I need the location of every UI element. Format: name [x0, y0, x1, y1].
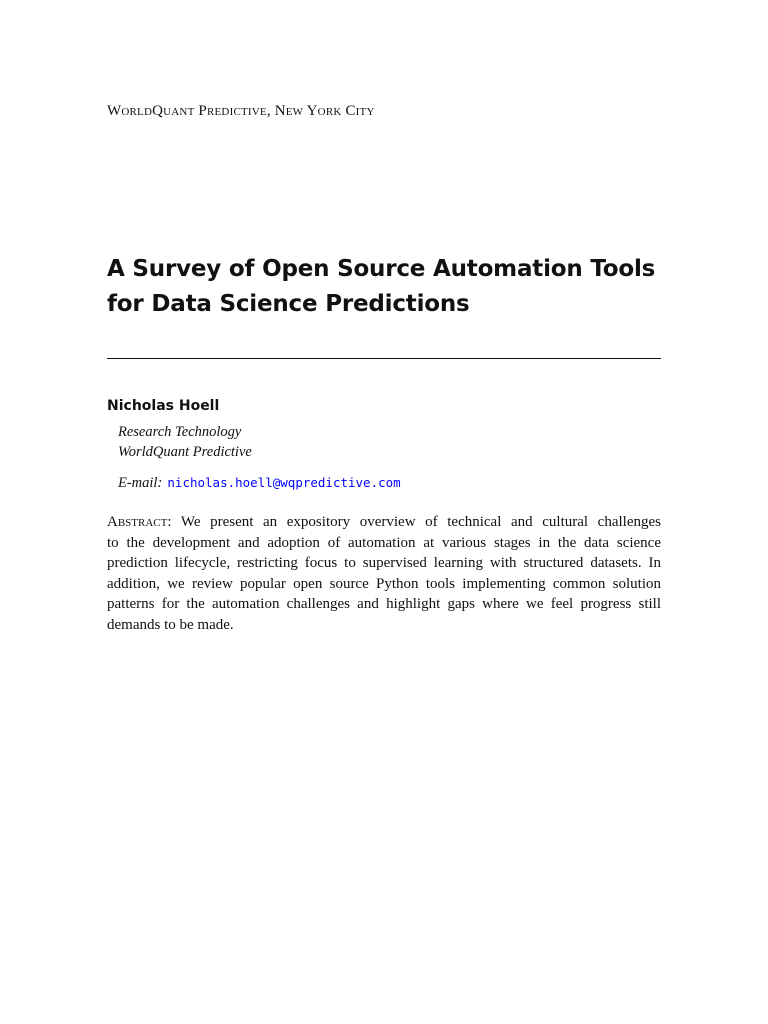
author-affiliation-organization: WorldQuant Predictive — [118, 444, 252, 460]
email-label: E-mail: — [118, 475, 163, 491]
abstract-line-3: prediction lifecycle, restricting focus to supervised learning with structured datasets. In — [107, 555, 661, 572]
abstract-line-1 — [107, 512, 661, 533]
title-divider — [107, 358, 661, 359]
abstract-label: Abstract: — [107, 514, 172, 530]
author-email-link[interactable]: nicholas.hoell@wqpredictive.com — [167, 475, 401, 490]
author-affiliation-department: Research Technology — [118, 424, 242, 440]
paper-title-line-2: for Data Science Predictions — [107, 291, 470, 317]
author-email-line — [118, 472, 401, 492]
abstract-line-6: demands to be made. — [107, 616, 234, 633]
abstract-line-2: to the development and adoption of automation at various stages in the data science — [107, 534, 661, 551]
abstract-text: We present an expository overview of technical and cultural challenges — [180, 514, 661, 530]
abstract-line-5: patterns for the automation challenges and highlight gaps where we feel progress still — [107, 596, 661, 613]
author-name: Nicholas Hoell — [107, 398, 220, 414]
institution-header: WorldQuant Predictive, New York City — [107, 103, 375, 119]
paper-title-line-1: A Survey of Open Source Automation Tools — [107, 256, 656, 282]
paper-title — [107, 252, 661, 322]
abstract-line-4: addition, we review popular open source Python tools implementing common solution — [107, 575, 661, 592]
abstract — [107, 512, 661, 636]
